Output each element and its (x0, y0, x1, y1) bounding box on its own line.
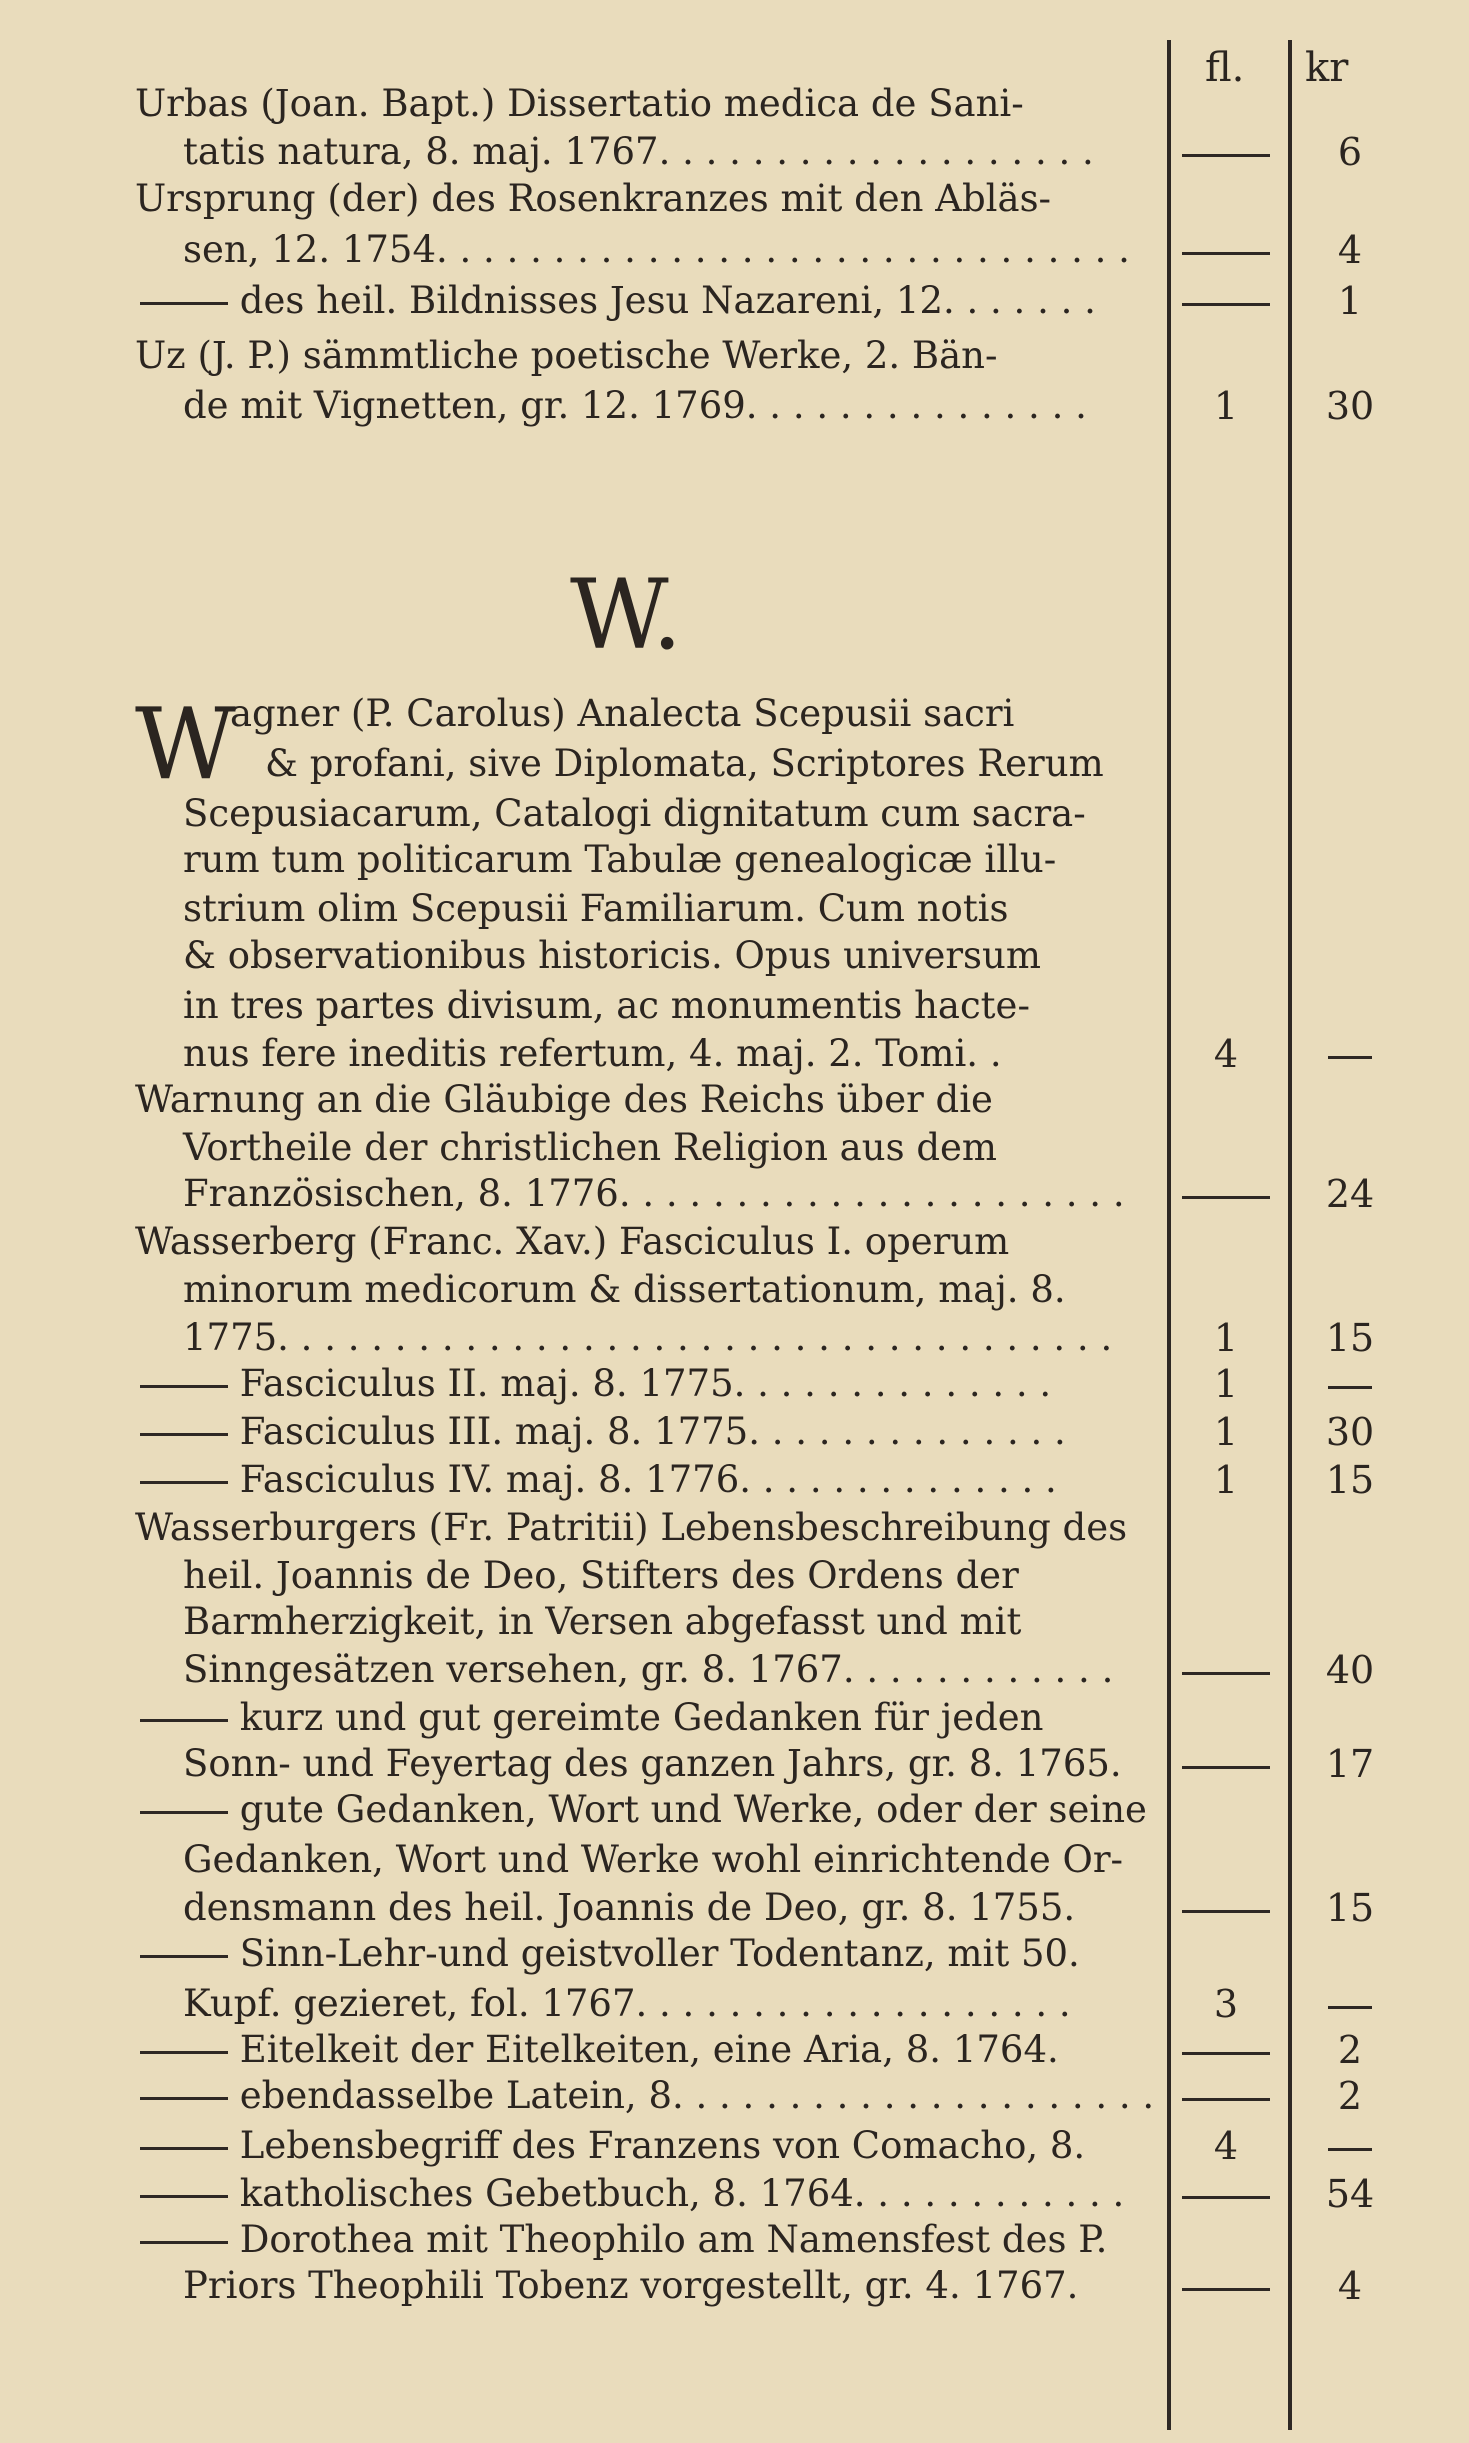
kr-price (1300, 1030, 1400, 1078)
entry-text-content: gute Gedanken, Wort und Werke, oder der seine (239, 1788, 1147, 1831)
fl-price (1176, 1740, 1276, 1788)
entry-text-content: Sinn-Lehr-und geistvoller Todentanz, mit 50. (239, 1932, 1080, 1975)
catalog-line (0, 1980, 1469, 2028)
catalog-line (0, 790, 1469, 838)
entry-text (183, 1646, 1113, 1694)
kr-price: 24 (1325, 1172, 1375, 1216)
entry-text-content: minorum medicorum & dissertationum, maj. 8. (183, 1268, 1066, 1311)
entry-text-content: densmann des heil. Joannis de Deo, gr. 8. 1755. (183, 1886, 1076, 1929)
fl-price: 1 (1213, 384, 1239, 428)
entry-text-content: kurz und gut gereimte Gedanken für jeden (239, 1696, 1044, 1739)
catalog-line (0, 1456, 1469, 1504)
catalog-line (0, 2262, 1469, 2310)
ditto-dash (140, 1481, 228, 1484)
entry-text (183, 1884, 1075, 1932)
kr-price: 17 (1325, 1742, 1375, 1786)
entry-text-content: nus fere ineditis refertum, 4. maj. 2. Tomi. . (183, 1032, 1002, 1075)
catalog-line (0, 836, 1469, 884)
catalog-line (0, 1786, 1469, 1834)
entry-text (135, 1218, 1009, 1266)
entry-text-content: Priors Theophili Tobenz vorgestellt, gr. 4. 1767. (183, 2264, 1079, 2307)
catalog-line (0, 1030, 1469, 1078)
fl-price (1176, 128, 1276, 176)
fl-price (1176, 277, 1276, 325)
fl-price: 1 (1213, 1316, 1239, 1360)
ditto-dash (140, 2195, 228, 2198)
catalog-line (0, 382, 1469, 430)
entry-text (183, 1314, 1112, 1362)
entry-text (265, 740, 1104, 788)
catalog-line (0, 1504, 1469, 1552)
entry-text (183, 226, 1130, 274)
entry-text-content: ebendasselbe Latein, 8. . . . . . . . . . . . . . . . . . . . . (239, 2074, 1155, 2117)
kr-price (1300, 1360, 1400, 1408)
catalog-line (0, 175, 1469, 223)
entry-text-content: Sinngesätzen versehen, gr. 8. 1767. . . . . . . . . . . . (183, 1648, 1114, 1691)
entry-text-content: & profani, sive Diplomata, Scriptores Rerum (265, 742, 1104, 785)
ditto-dash (140, 1433, 228, 1436)
fl-price (1176, 2262, 1276, 2310)
entry-text (183, 1980, 1071, 2028)
entry-text (140, 2072, 1154, 2120)
entry-text-content: des heil. Bildnisses Jesu Nazareni, 12. . . . . . . (239, 279, 1096, 322)
kr-price: 6 (1337, 130, 1363, 174)
entry-text (183, 1030, 1002, 1078)
entry-text (183, 2262, 1078, 2310)
catalog-line (0, 2122, 1469, 2170)
entry-text (140, 2216, 1107, 2264)
entry-text (140, 2122, 1085, 2170)
catalog-line (0, 982, 1469, 1030)
kr-price: 30 (1325, 384, 1375, 428)
entry-text-content: Wasserburgers (Fr. Patritii) Lebensbeschreibung des (135, 1506, 1128, 1549)
ditto-dash (140, 1385, 228, 1388)
kr-price: 2 (1337, 2074, 1363, 2118)
entry-text-content: Wasserberg (Franc. Xav.) Fasciculus I. operum (135, 1220, 1010, 1263)
entry-text-content: agner (P. Carolus) Analecta Scepusii sacri (230, 692, 1015, 735)
entry-text-content: Scepusiacarum, Catalogi dignitatum cum sacra- (183, 792, 1086, 835)
entry-text (140, 1694, 1044, 1742)
kr-price: 15 (1325, 1316, 1375, 1360)
entry-text (183, 932, 1041, 980)
entry-text (140, 1930, 1080, 1978)
kr-price: 40 (1325, 1648, 1375, 1692)
kr-price (1300, 1980, 1400, 2028)
entry-text-content: Gedanken, Wort und Werke wohl einrichtende Or- (183, 1838, 1124, 1881)
fl-price (1176, 226, 1276, 274)
entry-text-content: katholisches Gebetbuch, 8. 1764. . . . . . . . . . . . (239, 2172, 1125, 2215)
entry-text (183, 790, 1086, 838)
ditto-dash (140, 2241, 228, 2244)
fl-price (1176, 1646, 1276, 1694)
entry-text (140, 2170, 1124, 2218)
entry-text-content: tatis natura, 8. maj. 1767. . . . . . . . . . . . . . . . . . . (183, 130, 1094, 173)
catalog-line (0, 1408, 1469, 1456)
catalog-line (0, 932, 1469, 980)
catalog-line (0, 1552, 1469, 1600)
entry-text-content: rum tum politicarum Tabulæ genealogicæ illu- (183, 838, 1057, 881)
catalog-line (0, 277, 1469, 325)
entry-text (140, 1456, 1057, 1504)
entry-text-content: & observationibus historicis. Opus universum (183, 934, 1041, 977)
catalog-line (0, 2170, 1469, 2218)
entry-text (135, 175, 1051, 223)
drop-cap: W (135, 688, 236, 802)
ditto-dash (140, 1811, 228, 1814)
section-heading-letter: W. (570, 559, 683, 671)
kr-price: 1 (1337, 279, 1363, 323)
catalog-line (0, 1124, 1469, 1172)
fl-price (1176, 2170, 1276, 2218)
catalog-line (0, 1266, 1469, 1314)
fl-price (1176, 1170, 1276, 1218)
entry-text-content: Eitelkeit der Eitelkeiten, eine Aria, 8. 1764. (239, 2028, 1059, 2071)
entry-text (183, 1170, 1125, 1218)
entry-text (135, 332, 998, 380)
kr-price: 15 (1325, 1458, 1375, 1502)
entry-text (140, 1786, 1147, 1834)
ditto-dash (140, 2097, 228, 2100)
catalog-line (0, 740, 1469, 788)
catalog-line (0, 128, 1469, 176)
entry-text (140, 1360, 1051, 1408)
kr-price (1300, 2122, 1400, 2170)
catalog-line (0, 332, 1469, 380)
entry-text (135, 80, 1024, 128)
entry-text-content: Vortheile der christlichen Religion aus dem (183, 1126, 997, 1169)
entry-text (183, 1740, 1122, 1788)
entry-text (140, 1408, 1066, 1456)
kr-price: 54 (1325, 2172, 1375, 2216)
entry-text (135, 1504, 1127, 1552)
entry-text (183, 382, 1087, 430)
entry-text-content: Ursprung (der) des Rosenkranzes mit den Abläs- (135, 177, 1052, 220)
entry-text-content: Lebensbegriff des Franzens von Comacho, 8. (239, 2124, 1086, 2167)
entry-text (183, 1836, 1123, 1884)
kr-price: 4 (1337, 2264, 1363, 2308)
entry-text-content: de mit Vignetten, gr. 12. 1769. . . . . . . . . . . . . . . (183, 384, 1087, 427)
kr-price: 30 (1325, 1410, 1375, 1454)
fl-price: 4 (1213, 2124, 1239, 2168)
entry-text-content: heil. Joannis de Deo, Stifters des Ordens der (183, 1554, 1019, 1597)
catalog-line (0, 1740, 1469, 1788)
entry-text-content: strium olim Scepusii Familiarum. Cum notis (183, 887, 1009, 930)
ditto-dash (140, 2051, 228, 2054)
catalog-line (0, 1884, 1469, 1932)
entry-text (140, 2026, 1059, 2074)
fl-price (1176, 2026, 1276, 2074)
ditto-dash (140, 2147, 228, 2150)
fl-price: 1 (1213, 1458, 1239, 1502)
kr-price: 4 (1337, 228, 1363, 272)
entry-text-content: Sonn- und Feyertag des ganzen Jahrs, gr. 8. 1765. (183, 1742, 1122, 1785)
entry-text (230, 690, 1014, 738)
catalog-line (0, 1218, 1469, 1266)
entry-text (183, 885, 1009, 933)
entry-text (183, 1266, 1066, 1314)
catalog-line (0, 2026, 1469, 2074)
kr-price: 2 (1337, 2028, 1363, 2072)
entry-text-content: Dorothea mit Theophilo am Namensfest des P. (239, 2218, 1108, 2261)
entry-text-content: Warnung an die Gläubige des Reichs über die (135, 1078, 993, 1121)
entry-text-content: Barmherzigkeit, in Versen abgefasst und mit (183, 1600, 1022, 1643)
ditto-dash (140, 1955, 228, 1958)
catalog-line (0, 690, 1469, 738)
entry-text (183, 128, 1094, 176)
catalog-line (0, 1930, 1469, 1978)
catalog-line (0, 2216, 1469, 2264)
catalog-line (0, 226, 1469, 274)
entry-text (183, 1552, 1019, 1600)
entry-text (135, 1076, 993, 1124)
entry-text-content: Fasciculus II. maj. 8. 1775. . . . . . . . . . . . . . (239, 1362, 1052, 1405)
catalog-line (0, 885, 1469, 933)
ditto-dash (140, 1719, 228, 1722)
entry-text-content: Uz (J. P.) sämmtliche poetische Werke, 2. Bän- (135, 334, 998, 377)
entry-text-content: Urbas (Joan. Bapt.) Dissertatio medica de Sani- (135, 82, 1024, 125)
entry-text (183, 982, 1030, 1030)
kr-column-header: kr (1305, 45, 1349, 91)
catalog-line (0, 1646, 1469, 1694)
fl-price (1176, 1884, 1276, 1932)
entry-text (183, 1598, 1021, 1646)
entry-text-content: in tres partes divisum, ac monumentis hacte- (183, 984, 1030, 1027)
entry-text-content: Kupf. gezieret, fol. 1767. . . . . . . . . . . . . . . . . . . (183, 1982, 1071, 2025)
catalog-line (0, 1598, 1469, 1646)
fl-price: 1 (1213, 1410, 1239, 1454)
kr-price: 15 (1325, 1886, 1375, 1930)
entry-text (183, 836, 1056, 884)
catalog-line (0, 1170, 1469, 1218)
catalog-line (0, 80, 1469, 128)
entry-text-content: Fasciculus IV. maj. 8. 1776. . . . . . . . . . . . . . (239, 1458, 1057, 1501)
ditto-dash (140, 302, 228, 305)
entry-text (140, 277, 1096, 325)
catalog-line (0, 1314, 1469, 1362)
fl-column-header: fl. (1205, 45, 1245, 91)
catalog-line (0, 1076, 1469, 1124)
catalog-line (0, 1360, 1469, 1408)
fl-price (1176, 2072, 1276, 2120)
catalog-line (0, 1836, 1469, 1884)
entry-text (183, 1124, 997, 1172)
catalog-line (0, 1694, 1469, 1742)
entry-text-content: sen, 12. 1754. . . . . . . . . . . . . . . . . . . . . . . . . . . . . . (183, 228, 1130, 271)
catalog-line (0, 2072, 1469, 2120)
entry-text-content: 1775. . . . . . . . . . . . . . . . . . . . . . . . . . . . . . . . . . . . (183, 1316, 1113, 1359)
entry-text-content: Französischen, 8. 1776. . . . . . . . . . . . . . . . . . . . . . (183, 1172, 1125, 1215)
entry-text-content: Fasciculus III. maj. 8. 1775. . . . . . . . . . . . . . (239, 1410, 1066, 1453)
fl-price: 4 (1213, 1032, 1239, 1076)
fl-price: 3 (1213, 1982, 1239, 2026)
fl-price: 1 (1213, 1362, 1239, 1406)
